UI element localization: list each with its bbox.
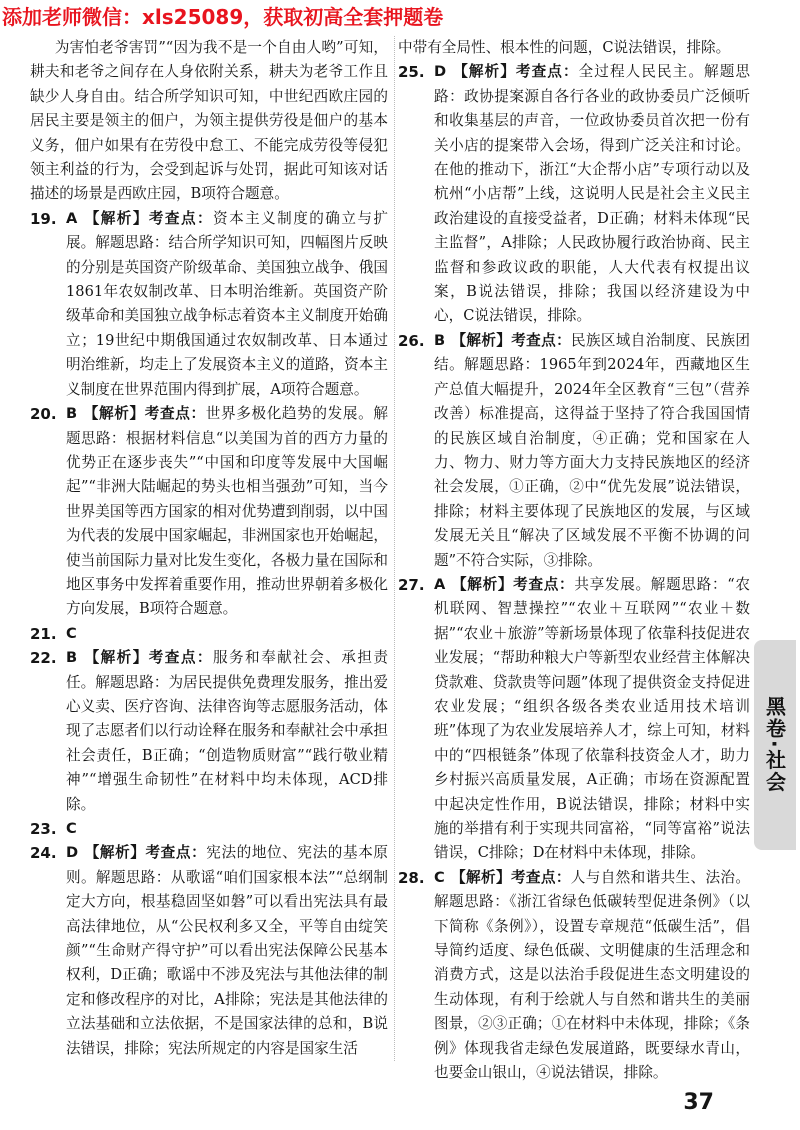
- right-column: [398, 36, 750, 1085]
- answer-item: [398, 329, 750, 573]
- answer-item: [30, 646, 388, 817]
- answer-letter: B: [66, 649, 78, 667]
- answer-item: [30, 207, 388, 402]
- analysis-text: 世界多极化趋势的发展。解题思路：根据材料信息“以美国为首的西方力量的优势正在逐步丧失”“中国和印度等发展中大国崛起”“非洲大陆崛起的势头也相当强劲”可知，当今世界美国等西方国家的相对优势遭到削弱，以中国为代表的发展中国家崛起，非洲国家也开始崛起，使当前国际力量对比发生变化，各极力量在国际和地区事务中发挥着重要作用，推动世界朝着多极化方向发展，B项符合题意。: [66, 405, 388, 618]
- answer-letter: D: [434, 63, 447, 81]
- analysis-text: 资本主义制度的确立与扩展。解题思路：结合所学知识可知，四幅图片反映的分别是英国资产阶级革命、美国独立战争、俄国1861年农奴制改革、日本明治维新。英国资产阶级革命和美国独立战争标志着资本主义制度开始确立；19世纪中期俄国通过农奴制改革、日本通过明治维新，均走上了发展资本主义的道路，资本主义制度在世界范围内得到扩展，A项符合题意。: [66, 209, 388, 398]
- analysis-text: 宪法的地位、宪法的基本原则。解题思路：从歌谣“咱们国家根本法”“总纲制定大方向，根基稳固坚如磐”可以看出宪法具有最高法律地位，从“公民权利多又全，平等自由绽笑颜”“生命财产得守护”可以看出宪法保障公民基本权利，D正确；歌谣中不涉及宪法与其他法律的制定和修改程序的对比，A排除；宪法是其他法律的立法基础和立法依据，不是国家法律的总和，B说法错误，排除；宪法所规定的内容是国家生活: [66, 844, 388, 1057]
- answer-letter: D: [66, 844, 79, 862]
- answer-letter: B: [66, 405, 78, 423]
- answer-list: [398, 60, 750, 1085]
- question-number: 24.: [30, 844, 57, 863]
- page-number: 37: [683, 1090, 714, 1115]
- answer-list: [30, 207, 388, 1061]
- answer-letter: C: [66, 820, 77, 837]
- analysis-tag: 【解析】考查点：: [84, 844, 207, 862]
- analysis-text: 全过程人民民主。解题思路：政协提案源自各行各业的政协委员广泛倾听和收集基层的声音，一位政协委员首次把一份有关小店的提案带入会场，得到广泛关注和讨论。在他的推动下，浙江“大企帮小店”专项行动以及杭州“小店帮”上线，这说明人民是社会主义民主政治建设的直接受益者，D正确；材料未体现“民主监督”，A排除；人民政协履行政治协商、民主监督和参政议政的职能，人大代表有权提出议案，B说法错误，排除；我国以经济建设为中心，C说法错误，排除。: [434, 63, 750, 325]
- answer-letter: B: [434, 331, 446, 349]
- answer-item: [398, 60, 750, 328]
- answer-letter: A: [66, 209, 78, 227]
- question-number: 20.: [30, 405, 57, 424]
- analysis-tag: 【解析】考查点：: [450, 868, 571, 886]
- section-tab: [754, 640, 796, 850]
- question-number: 22.: [30, 649, 57, 668]
- left-column: [30, 36, 395, 1061]
- answer-item: [30, 402, 388, 622]
- analysis-text: 服务和奉献社会、承担责任。解题思路：为居民提供免费理发服务，推出爱心义卖、医疗咨询、法律咨询等志愿服务活动，体现了志愿者们以行动诠释在服务和奉献社会中承担社会责任，B正确；“创造物质财富”“践行敬业精神”“增强生命韧性”在材料中均未体现，ACD排除。: [66, 649, 388, 813]
- analysis-tag: 【解析】考查点：: [451, 331, 572, 349]
- question-number: 23.: [30, 820, 57, 838]
- analysis-tag: 【解析】考查点：: [83, 209, 214, 227]
- section-tab-label: 黑卷·社会: [762, 696, 787, 794]
- answer-item: [30, 817, 388, 841]
- promo-banner: 添加老师微信：xls25089，获取初高全套押题卷: [2, 5, 444, 29]
- question-number: 25.: [398, 63, 425, 82]
- question-number: 28.: [398, 868, 425, 887]
- analysis-tag: 【解析】考查点：: [83, 649, 213, 667]
- answer-item: [398, 866, 750, 1086]
- question-number: 26.: [398, 331, 425, 350]
- analysis-tag: 【解析】考查点：: [452, 63, 579, 81]
- answer-item: [30, 622, 388, 646]
- continuation-paragraph: 中带有全局性、根本性的问题，C说法错误，排除。: [398, 39, 731, 56]
- answer-letter: A: [434, 575, 446, 593]
- analysis-tag: 【解析】考查点：: [83, 405, 206, 423]
- question-number: 21.: [30, 624, 57, 643]
- continuation-paragraph: 为害怕老爷害罚”“因为我不是一个自由人哟”可知，耕夫和老爷之间存在人身依附关系，耕夫为老爷工作且缺少人身自由。结合所学知识可知，中世纪西欧庄园的居民主要是领主的佃户，为领主提供劳役是佃户的基本义务，佃户如果有在劳役中怠工、不能完成劳役等侵犯领主利益的行为，会受到起诉与处罚，据此可知该对话描述的场景是西欧庄园，B项符合题意。: [30, 39, 388, 203]
- analysis-text: 人与自然和谐共生、法治。解题思路：《浙江省绿色低碳转型促进条例》（以下简称《条例》），设置专章规范“低碳生活”，倡导简约适度、绿色低碳、文明健康的生活理念和消费方式，这是以法治手段促进生态文明建设的生动体现，有利于绘就人与自然和谐共生的美丽图景，②③正确；①在材料中未体现，排除；《条例》体现我省走绿色发展道路，既要绿水青山，也要金山银山，④说法错误，排除。: [434, 868, 750, 1082]
- question-number: 19.: [30, 209, 57, 228]
- answer-item: [30, 841, 388, 1061]
- analysis-tag: 【解析】考查点：: [451, 575, 575, 593]
- question-number: 27.: [398, 575, 425, 594]
- answer-letter: C: [434, 868, 445, 886]
- answer-item: [398, 573, 750, 866]
- analysis-text: 民族区域自治制度、民族团结。解题思路：1965年到2024年，西藏地区生产总值大幅提升，2024年全区教育“三包”（营养改善）标准提高，这得益于坚持了符合我国国情的民族区域自治制度，④正确；党和国家在人力、物力、财力等方面大力支持民族地区的经济社会发展，①正确，②中“优先发展”说法错误，排除；材料主要体现了民族地区的发展，与区域发展无关且“解决了区域发展不平衡不协调的问题”不符合实际，③排除。: [434, 331, 750, 569]
- analysis-text: 共享发展。解题思路：“农机联网、智慧操控”“农业＋互联网”“农业＋数据”“农业＋旅游”等新场景体现了依靠科技促进农业发展；“帮助种粮大户等新型农业经营主体解决贷款难、贷款贵等问题”体现了提供资金支持促进农业发展；“组织各级各类农业适用技术培训班”体现了为农业发展培养人才，综上可知，材料中的“四根链条”体现了依靠科技资金人才，助力乡村振兴高质量发展，A正确；市场在资源配置中起决定性作用，B说法错误，排除；材料中实施的举措有利于实现共同富裕，“同等富裕”说法错误，C排除；D在材料中未体现，排除。: [434, 575, 750, 862]
- answer-letter: C: [66, 624, 77, 642]
